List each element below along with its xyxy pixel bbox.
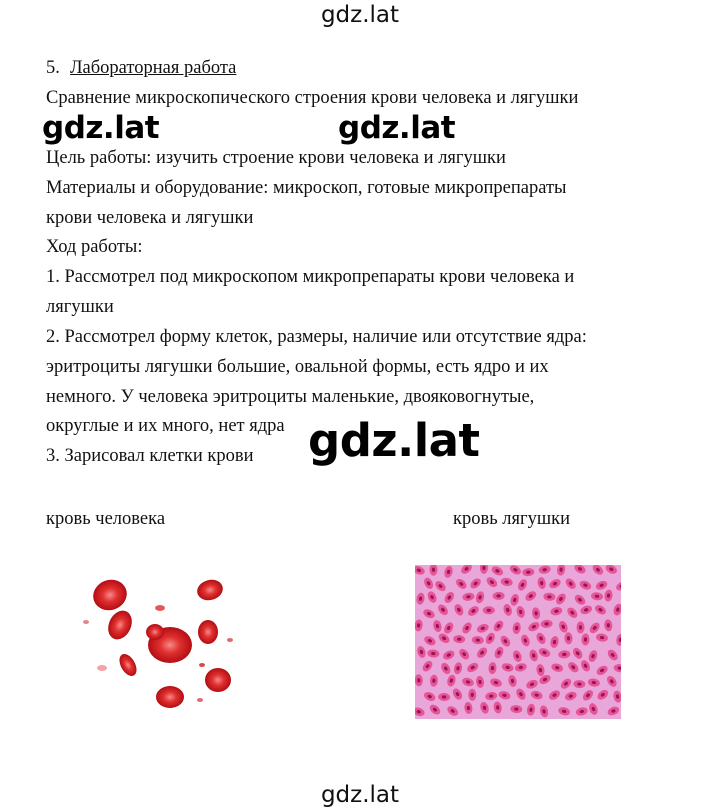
step2-line-3: немного. У человека эритроциты маленькие, двояковогнутые, (46, 387, 535, 407)
step1-line-2: лягушки (46, 297, 114, 317)
frog-blood-image (415, 565, 621, 719)
step1-line-1: 1. Рассмотрел под микроскопом микропрепараты крови человека и (46, 267, 575, 287)
watermark-bottom: gdz.lat (320, 782, 400, 808)
work-heading: Лабораторная работа (70, 58, 237, 78)
watermark-bold-right: gdz.lat (338, 110, 456, 146)
frog-blood-cells (415, 565, 621, 719)
step2-line-1: 2. Рассмотрел форму клеток, размеры, наличие или отсутствие ядра: (46, 327, 587, 347)
watermark-bold-left: gdz.lat (42, 110, 160, 146)
work-number: 5. (46, 58, 60, 78)
human-blood-label: кровь человека (46, 509, 166, 529)
materials-line-2: крови человека и лягушки (46, 208, 254, 228)
work-title: Сравнение микроскопического строения крови человека и лягушки (46, 88, 579, 108)
goal-line: Цель работы: изучить строение крови человека и лягушки (46, 148, 506, 168)
human-blood-cells (80, 570, 240, 720)
human-blood-image (80, 570, 240, 720)
step2-line-4: округлые и их много, нет ядра (46, 416, 285, 436)
step3-line: 3. Зарисовал клетки крови (46, 446, 254, 466)
progress-heading: Ход работы: (46, 237, 143, 257)
watermark-top: gdz.lat (320, 2, 400, 28)
materials-line-1: Материалы и оборудование: микроскоп, готовые микропрепараты (46, 178, 567, 198)
frog-blood-label: кровь лягушки (453, 509, 570, 529)
step2-line-2: эритроциты лягушки большие, овальной формы, есть ядро и их (46, 357, 549, 377)
watermark-bold-center: gdz.lat (308, 414, 480, 467)
